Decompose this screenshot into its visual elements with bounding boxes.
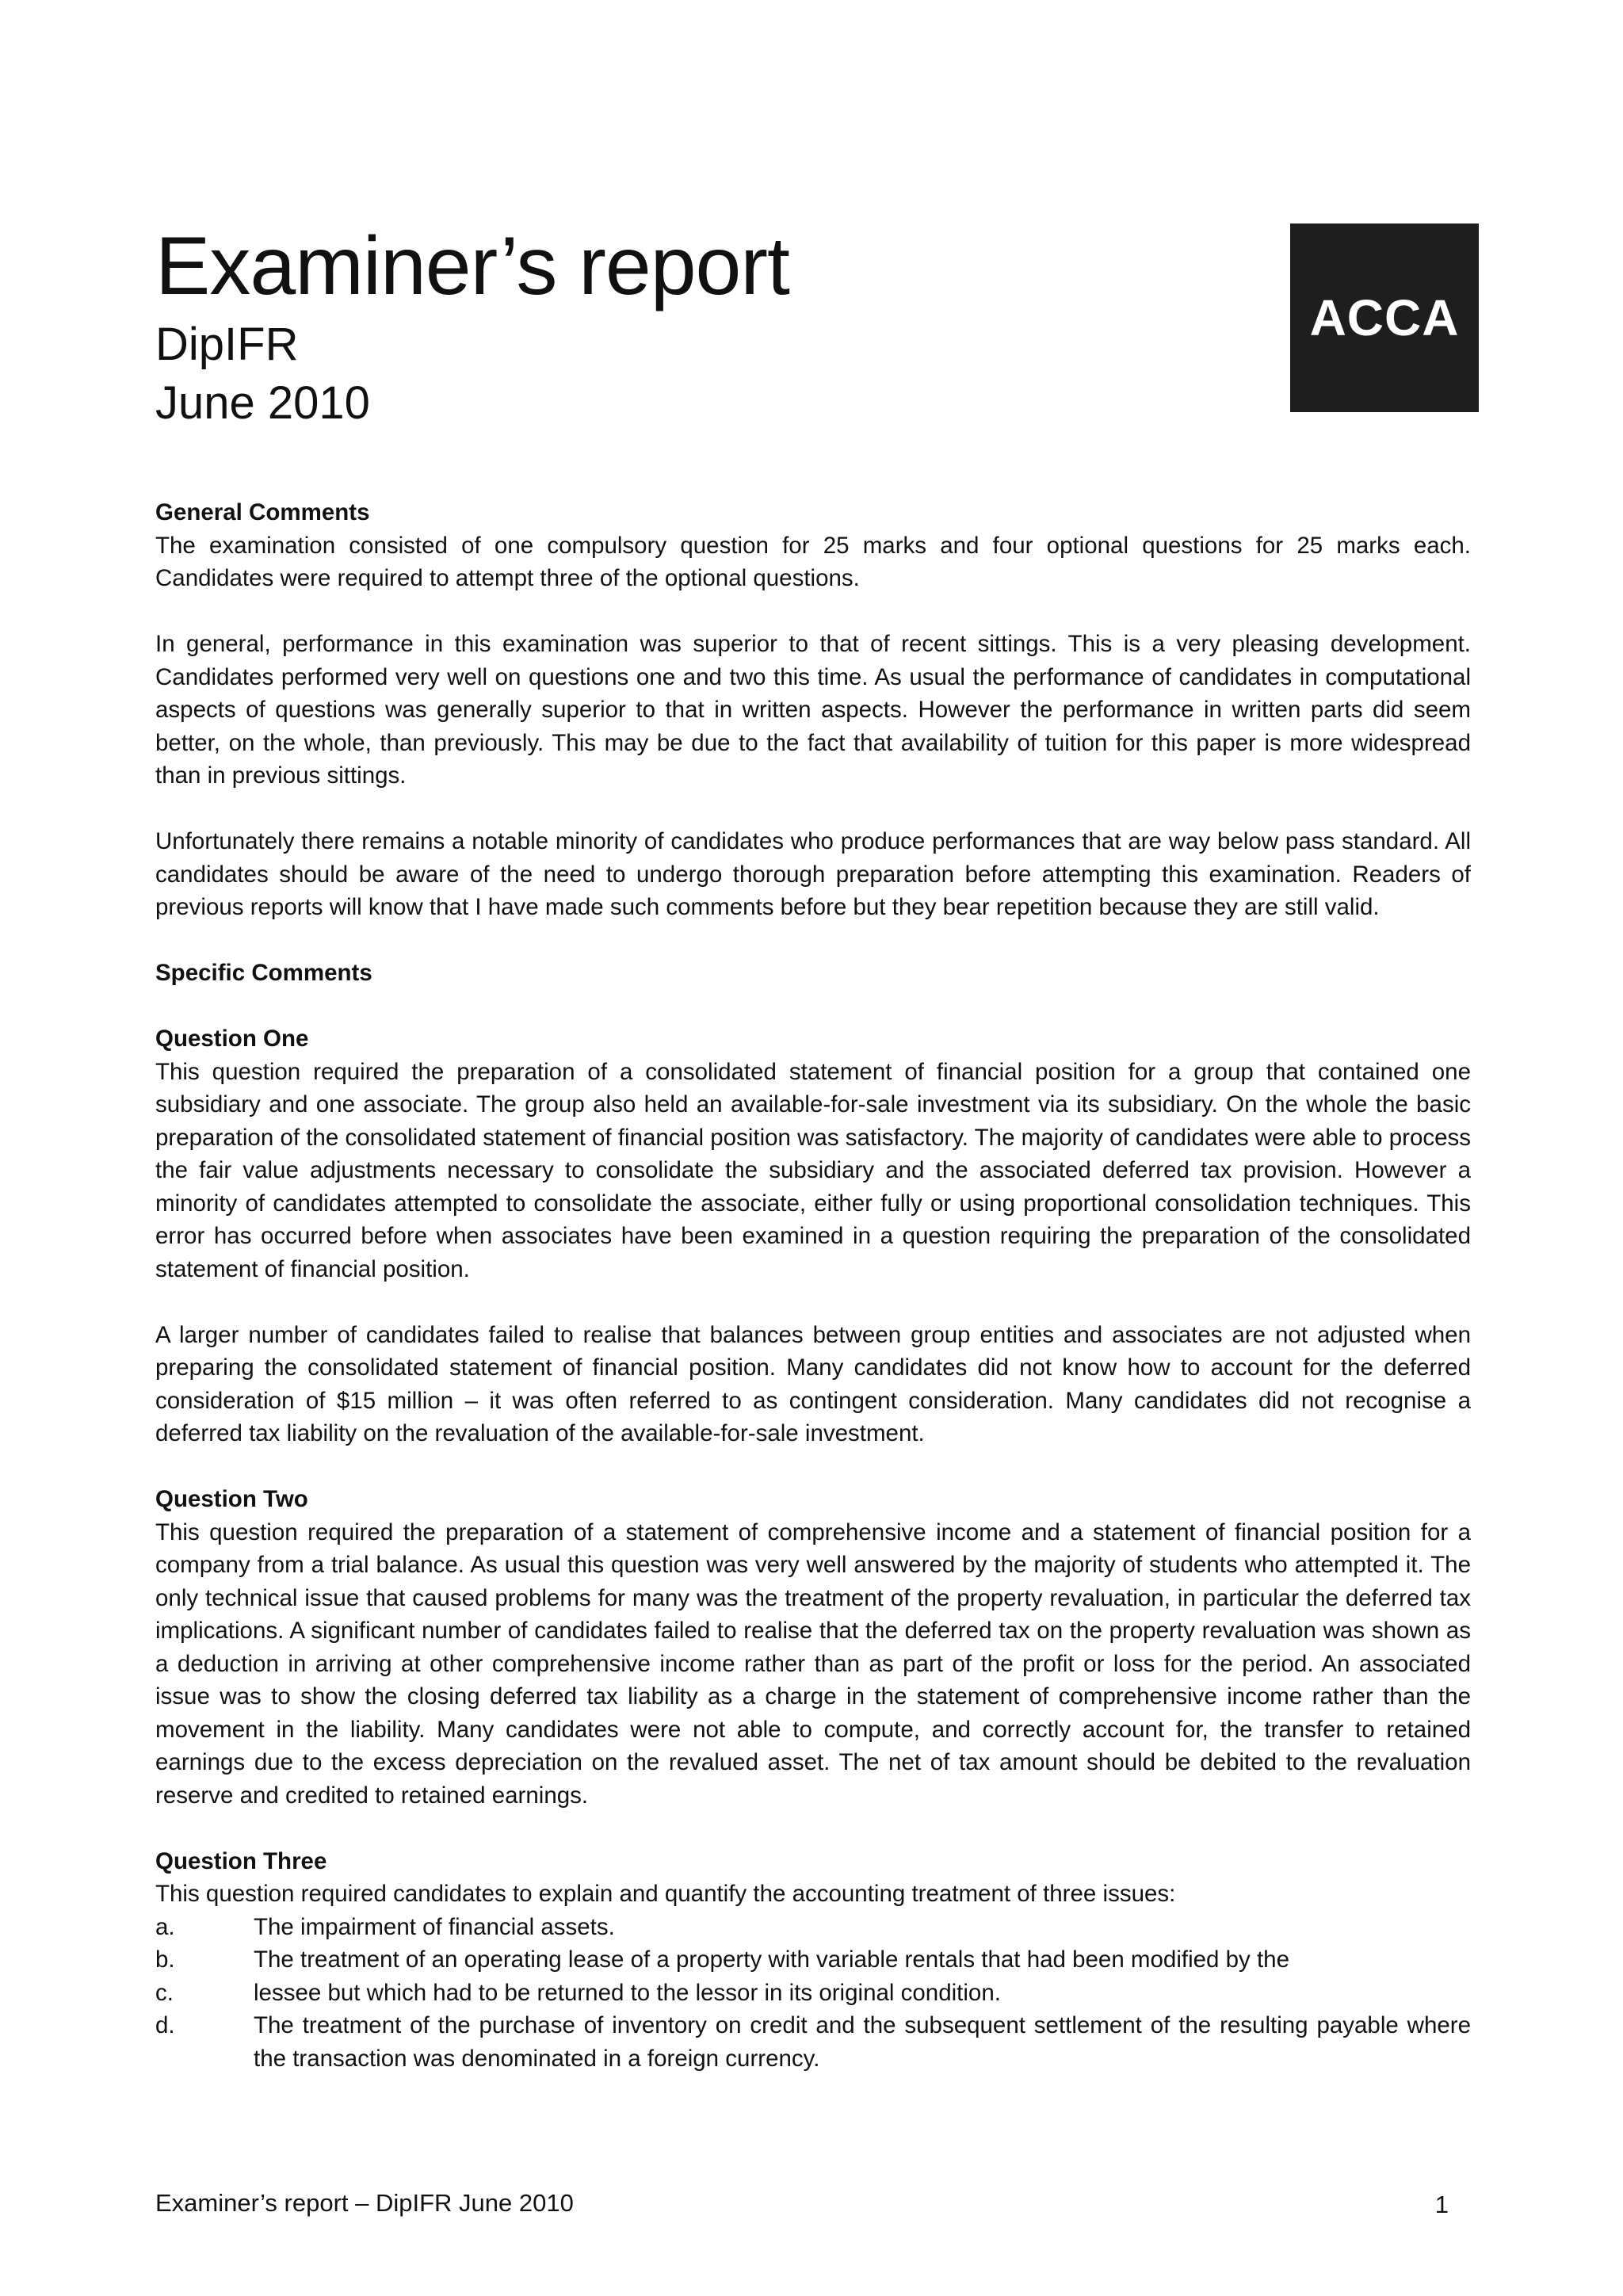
report-title: Examiner’s report <box>155 220 789 312</box>
report-subtitle: DipIFR <box>155 319 299 370</box>
list-marker: c. <box>155 1979 174 2006</box>
list-item <box>155 2009 1471 2075</box>
footer-title: Examiner’s report – DipIFR June 2010 <box>155 2189 574 2217</box>
question-three-heading: Question Three <box>155 1847 327 1874</box>
general-paragraph-1: The examination consisted of one compulsory question for 25 marks and four optional questions for 25 marks each. Candidates were required to attempt three of the optional questions. <box>155 532 1471 591</box>
question-three-list <box>155 1911 1471 2076</box>
list-text: The impairment of financial assets. <box>254 1913 615 1940</box>
list-item <box>155 1943 1471 1977</box>
list-text: The treatment of the purchase of inventory on credit and the subsequent settlement of the resulting payable where the transaction was denominated in a foreign currency. <box>254 2012 1471 2072</box>
question-one-paragraph-2: A larger number of candidates failed to realise that balances between group entities and associates are not adjusted when preparing the consolidated statement of financial position. Many candidates did not know how to account for the deferred consideration of $15 million – it was often referred to as contingent consideration. Many candidates did not recognise a deferred tax liability on the revaluation of the available-for-sale investment. <box>155 1321 1471 1446</box>
list-text: The treatment of an operating lease of a property with variable rentals that had been modified by the <box>254 1946 1289 1973</box>
general-comments-heading: General Comments <box>155 499 370 525</box>
report-date: June 2010 <box>155 377 370 429</box>
question-two-paragraph-1: This question required the preparation of a statement of comprehensive income and a statement of financial position for a company from a trial balance. As usual this question was very well answered by the majority of students who attempted it. The only technical issue that caused problems for many was the treatment of the property revaluation, in particular the deferred tax implications. A significant number of candidates failed to realise that the deferred tax on the property revaluation was shown as a deduction in arriving at other comprehensive income rather than as part of the profit or loss for the period. An associated issue was to show the closing deferred tax liability as a charge in the statement of comprehensive income rather than the movement in the liability. Many candidates were not able to compute, and correctly account for, the transfer to retained earnings due to the excess depreciation on the revalued asset. The net of tax amount should be debited to the revaluation reserve and credited to retained earnings. <box>155 1519 1471 1809</box>
question-three-intro: This question required candidates to explain and quantify the accounting treatment of three issues: <box>155 1881 1176 1907</box>
page-number: 1 <box>1434 2191 1449 2218</box>
question-one-paragraph-1: This question required the preparation of a consolidated statement of financial position for a group that contained one subsidiary and one associate. The group also held an available-for-sale investment via its subsidiary. On the whole the basic preparation of the consolidated statement of financial position was satisfactory. The majority of candidates were able to process the fair value adjustments necessary to consolidate the subsidiary and the associated deferred tax provision. However a minority of candidates attempted to consolidate the associate, either fully or using proportional consolidation techniques. This error has occurred before when associates have been examined in a question requiring the preparation of the consolidated statement of financial position. <box>155 1058 1472 1282</box>
acca-logo-text: ACCA <box>1309 289 1460 346</box>
general-paragraph-3: Unfortunately there remains a notable minority of candidates who produce performances that are way below pass standard. All candidates should be aware of the need to undergo thorough preparation before attempting this examination. Readers of previous reports will know that I have made such comments before but they bear repetition because they are still valid. <box>155 828 1471 920</box>
list-item <box>155 1977 1471 2010</box>
specific-comments-heading: Specific Comments <box>155 960 372 986</box>
list-marker: b. <box>155 1946 175 1973</box>
list-marker: d. <box>155 2012 175 2038</box>
general-paragraph-2: In general, performance in this examination was superior to that of recent sittings. This is a very pleasing development. Candidates performed very well on questions one and two this time. As usual the performance of candidates in computational aspects of questions was generally superior to that in written aspects. However the performance in written parts did seem better, on the whole, than previously. This may be due to the fact that availability of tuition for this paper is more widespread than in previous sittings. <box>155 631 1471 789</box>
acca-logo <box>1290 223 1479 412</box>
list-item <box>155 1911 1471 1944</box>
list-text: lessee but which had to be returned to the lessor in its original condition. <box>254 1979 1001 2006</box>
list-marker: a. <box>155 1913 175 1940</box>
question-one-heading: Question One <box>155 1026 309 1052</box>
question-two-heading: Question Two <box>155 1486 308 1512</box>
report-body <box>155 496 1471 2075</box>
